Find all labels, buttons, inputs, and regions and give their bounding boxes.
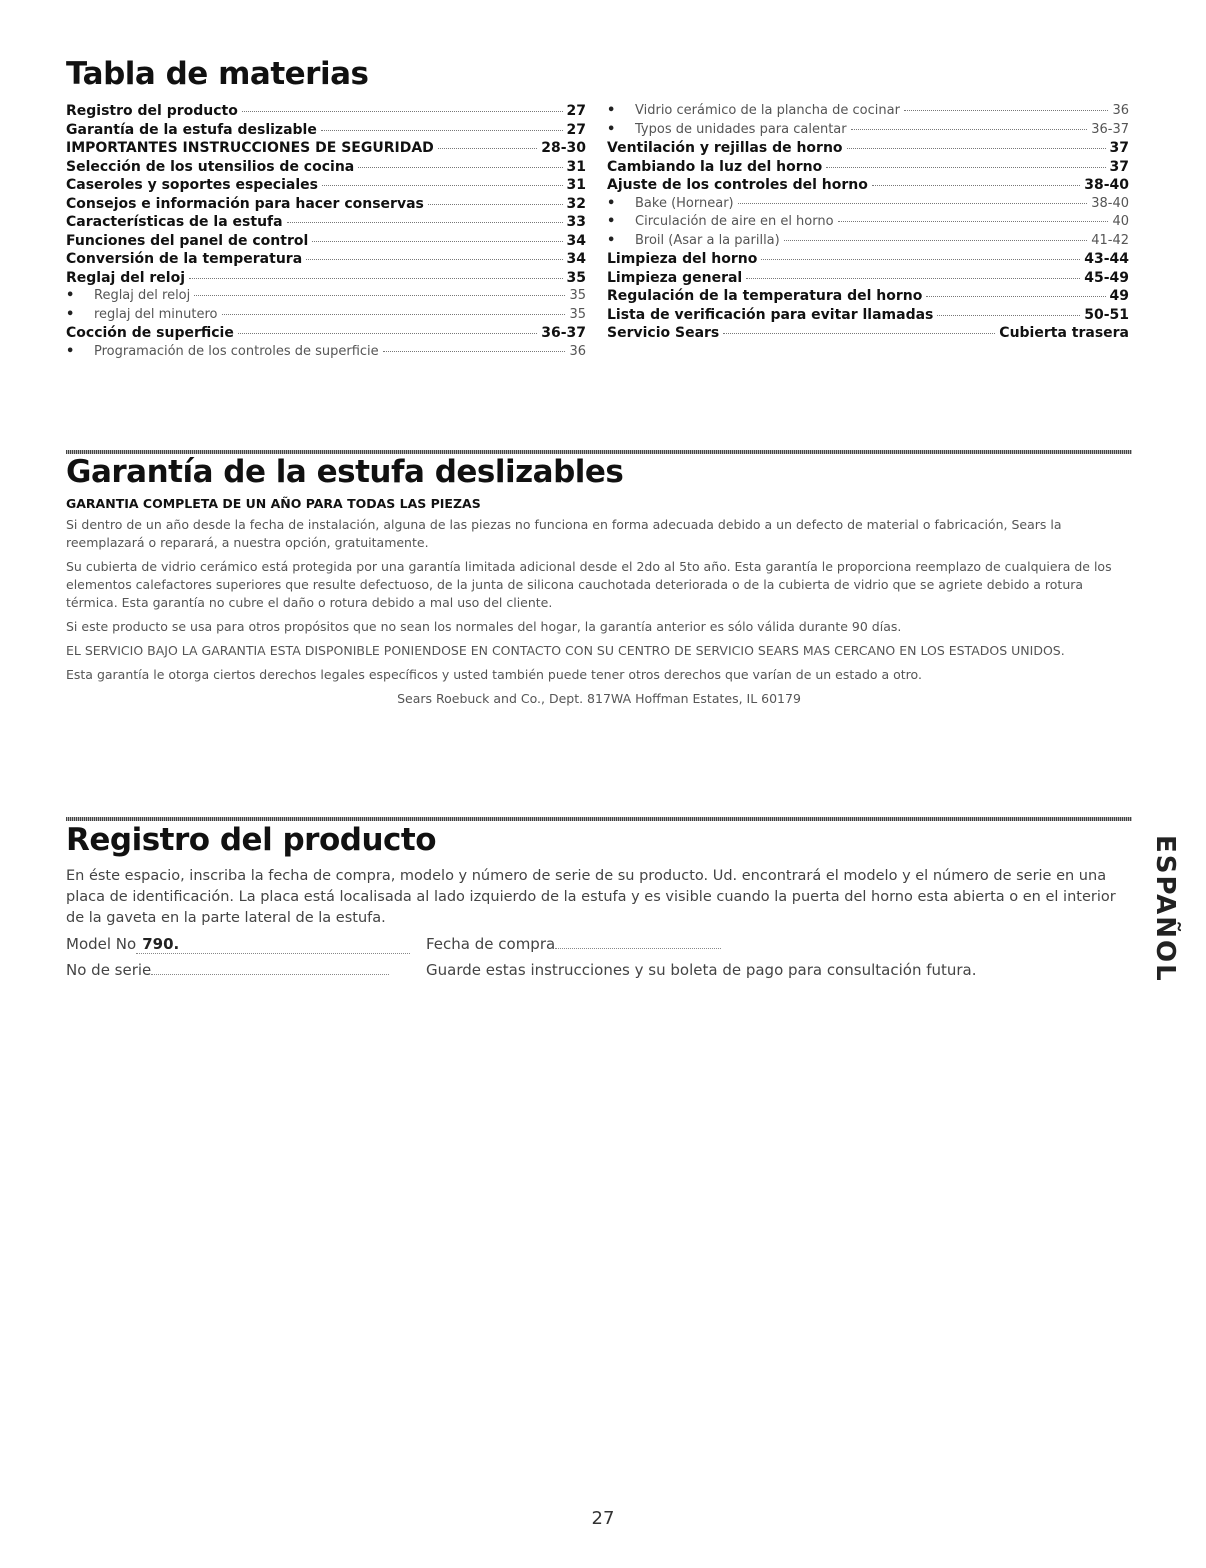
toc-entry: [607, 158, 1129, 177]
bullet-icon: •: [66, 306, 75, 322]
toc-leader-dots: [242, 111, 563, 112]
toc-entry-label: Broil (Asar a la parilla): [635, 232, 780, 248]
bullet-icon: •: [607, 121, 616, 137]
registration-title: Registro del producto: [66, 822, 437, 858]
toc-entry-label: Limpieza general: [607, 269, 743, 286]
toc-entry-page: 33: [566, 214, 586, 230]
toc-entry: [607, 232, 1129, 251]
bullet-icon: •: [607, 103, 616, 118]
warranty-paragraph: Si dentro de un año desde la fecha de instalación, alguna de las piezas no funciona en forma adecuada debido a un defecto de material o fabricación, Sears la reemplazará o reparará, a nuestra opción, gratuitamente.: [66, 517, 1062, 550]
warranty-subtitle: GARANTIA COMPLETA DE UN AÑO PARA TODAS LAS PIEZAS: [66, 496, 481, 511]
toc-leader-dots: [222, 314, 566, 315]
toc-entry-page: 35: [569, 306, 586, 322]
toc-entry-page: 43-44: [1084, 251, 1129, 267]
toc-entry-page: 34: [566, 251, 586, 267]
toc-entry-page: 38-40: [1091, 195, 1129, 211]
toc-leader-dots: [306, 259, 562, 260]
toc-entry: [66, 324, 586, 343]
toc-entry-label: Garantía de la estufa deslizable: [66, 121, 317, 138]
model-label: Model No: [66, 935, 137, 953]
toc-entry-label: Consejos e información para hacer conservas: [66, 195, 424, 212]
toc-entry-page: 50-51: [1084, 306, 1129, 323]
bullet-icon: •: [607, 232, 616, 248]
registration-note-text: Guarde estas instrucciones y su boleta de pago para consultación futura.: [426, 961, 977, 979]
toc-entry-label: Servicio Sears: [607, 325, 720, 341]
warranty-paragraph: Si este producto se usa para otros propósitos que no sean los normales del hogar, la garantía anterior es sólo válida durante 90 días.: [66, 619, 902, 634]
registration-body: En éste espacio, inscriba la fecha de compra, modelo y número de serie de su producto. Ud. encontrará el modelo y el número de serie en una placa de identificación. La placa está localisada al lado izquierdo de la estufa y es visible cuando la puerta del horno esta abierta o en el interior de la gaveta en la parte lateral de la estufa.: [66, 868, 1116, 926]
toc-entry: [607, 213, 1129, 232]
toc-entry-page: 35: [566, 269, 586, 286]
toc-leader-dots: [937, 315, 1080, 316]
toc-entry: [66, 195, 586, 214]
toc-entry-page: 27: [566, 103, 586, 119]
toc-entry: [607, 306, 1129, 325]
toc-entry-page: 45-49: [1084, 269, 1129, 286]
toc-entry-page: 36-37: [541, 325, 586, 341]
toc-entry-page: 41-42: [1091, 232, 1129, 248]
toc-entry-label: Registro del producto: [66, 103, 238, 119]
toc-entry-page: Cubierta trasera: [999, 325, 1129, 341]
registration-note: [426, 961, 977, 979]
warranty-paragraph: Su cubierta de vidrio cerámico está protegida por una garantía limitada adicional desde el 2do al 5to año. Esta garantía le proporciona reemplazo de cualquiera de los elementos calefactores superiores que resulte defectuoso, de la junta de silicona cauchotada deteriorada o de la cubierta de vidrio que se agriete debido a rotura térmica. Esta garantía no cubre el daño o rotura debido a mal uso del cliente.: [66, 559, 1112, 610]
toc-entry-label: Ventilación y rejillas de horno: [607, 140, 843, 156]
toc-entry-label: Programación de los controles de superficie: [94, 343, 379, 359]
toc-entry-page: 37: [1109, 140, 1129, 156]
toc-entry: [607, 102, 1129, 121]
warranty-paragraph: Esta garantía le otorga ciertos derechos legales específicos y usted también puede tener otros derechos que varían de un estado a otro.: [66, 667, 922, 682]
toc-entry-label: reglaj del minutero: [94, 306, 218, 322]
toc-leader-dots: [784, 240, 1088, 241]
toc-entry: [607, 176, 1129, 195]
toc-leader-dots: [872, 185, 1080, 186]
toc-entry-label: Conversión de la temperatura: [66, 251, 303, 267]
toc-entry: [607, 250, 1129, 269]
toc-entry-page: 34: [566, 232, 586, 249]
toc-entry-page: 36: [1112, 103, 1129, 118]
toc-leader-dots: [847, 148, 1106, 149]
toc-leader-dots: [723, 333, 995, 334]
toc-leader-dots: [851, 129, 1088, 130]
warranty-address: Sears Roebuck and Co., Dept. 817WA Hoffman Estates, IL 60179: [397, 691, 801, 706]
toc-entry-page: 40: [1112, 214, 1129, 229]
toc-leader-dots: [428, 204, 563, 205]
toc-entry-page: 36: [569, 343, 586, 359]
toc-right-column: [607, 102, 1129, 343]
toc-entry-label: Ajuste de los controles del horno: [607, 177, 868, 193]
purchase-date-line[interactable]: [555, 948, 721, 949]
toc-title: Tabla de materias: [66, 56, 369, 92]
toc-entry: [66, 139, 586, 158]
serial-line[interactable]: [151, 974, 389, 975]
toc-leader-dots: [904, 110, 1109, 111]
toc-entry: [66, 232, 586, 251]
toc-entry-label: Reglaj del reloj: [66, 269, 186, 286]
toc-entry-page: 38-40: [1084, 177, 1129, 193]
toc-entry: [607, 121, 1129, 140]
toc-leader-dots: [358, 167, 562, 168]
warranty-paragraph: EL SERVICIO BAJO LA GARANTIA ESTA DISPONIBLE PONIENDOSE EN CONTACTO CON SU CENTRO DE SERVICIO SEARS MAS CERCANO EN LOS ESTADOS UNIDOS.: [66, 643, 1065, 658]
toc-left-column: [66, 102, 586, 361]
toc-entry: [66, 121, 586, 140]
toc-entry-label: Características de la estufa: [66, 214, 283, 230]
toc-entry: [66, 306, 586, 325]
toc-entry-page: 32: [566, 195, 586, 212]
toc-entry-label: Caseroles y soportes especiales: [66, 177, 318, 193]
toc-entry-page: 31: [566, 177, 586, 193]
toc-entry-page: 37: [1109, 158, 1129, 175]
toc-entry-page: 31: [566, 158, 586, 175]
toc-entry: [607, 195, 1129, 214]
bullet-icon: •: [66, 343, 75, 359]
toc-entry-label: Cocción de superficie: [66, 325, 234, 341]
toc-entry: [66, 287, 586, 306]
toc-leader-dots: [312, 241, 562, 242]
bullet-icon: •: [607, 195, 616, 211]
toc-entry-label: Regulación de la temperatura del horno: [607, 288, 923, 304]
purchase-date-label: Fecha de compra: [426, 935, 556, 953]
serial-field: [66, 961, 389, 979]
toc-entry: [607, 287, 1129, 306]
toc-entry: [66, 269, 586, 288]
toc-entry: [607, 269, 1129, 288]
toc-entry: [607, 324, 1129, 343]
toc-entry-label: Reglaj del reloj: [94, 288, 191, 303]
toc-leader-dots: [926, 296, 1105, 297]
toc-leader-dots: [189, 278, 562, 279]
toc-leader-dots: [838, 221, 1109, 222]
toc-entry: [607, 139, 1129, 158]
toc-entry-label: Selección de los utensilios de cocina: [66, 158, 355, 175]
model-field: [66, 935, 410, 954]
toc-leader-dots: [738, 203, 1088, 204]
toc-entry-label: Bake (Hornear): [635, 195, 734, 211]
toc-leader-dots: [746, 278, 1080, 279]
toc-entry: [66, 250, 586, 269]
toc-leader-dots: [322, 185, 563, 186]
toc-entry-page: 27: [566, 121, 586, 138]
warranty-title: Garantía de la estufa deslizables: [66, 454, 624, 490]
toc-entry-label: Circulación de aire en el horno: [635, 214, 834, 229]
toc-leader-dots: [287, 222, 563, 223]
toc-entry-label: Limpieza del horno: [607, 251, 758, 267]
toc-leader-dots: [826, 167, 1105, 168]
model-value[interactable]: 790.: [136, 935, 410, 954]
toc-entry-label: Cambiando la luz del horno: [607, 158, 823, 175]
warranty-body: [66, 516, 1132, 714]
toc-entry-label: Typos de unidades para calentar: [635, 121, 847, 137]
toc-entry-page: 35: [569, 288, 586, 303]
serial-label: No de serie: [66, 961, 152, 979]
section-divider: [66, 817, 1132, 821]
toc-entry: [66, 158, 586, 177]
toc-entry: [66, 176, 586, 195]
purchase-date-field: [426, 935, 721, 953]
toc-leader-dots: [321, 130, 563, 131]
toc-leader-dots: [383, 351, 566, 352]
toc-entry: [66, 343, 586, 362]
toc-leader-dots: [761, 259, 1080, 260]
toc-entry-label: Vidrio cerámico de la plancha de cocinar: [635, 103, 900, 118]
toc-entry: [66, 213, 586, 232]
toc-entry-page: 36-37: [1091, 121, 1129, 137]
bullet-icon: •: [66, 288, 75, 303]
toc-entry-page: 49: [1109, 288, 1129, 304]
page-number: 27: [591, 1508, 615, 1529]
toc-entry-page: 28-30: [541, 140, 586, 156]
bullet-icon: •: [607, 214, 616, 229]
toc-entry: [66, 102, 586, 121]
toc-leader-dots: [238, 333, 537, 334]
toc-leader-dots: [194, 295, 565, 296]
toc-entry-label: Funciones del panel de control: [66, 232, 309, 249]
toc-entry-label: Lista de verificación para evitar llamadas: [607, 306, 934, 323]
toc-leader-dots: [438, 148, 537, 149]
toc-entry-label: IMPORTANTES INSTRUCCIONES DE SEGURIDAD: [66, 140, 434, 156]
language-side-tab: ESPAÑOL: [1150, 835, 1180, 983]
